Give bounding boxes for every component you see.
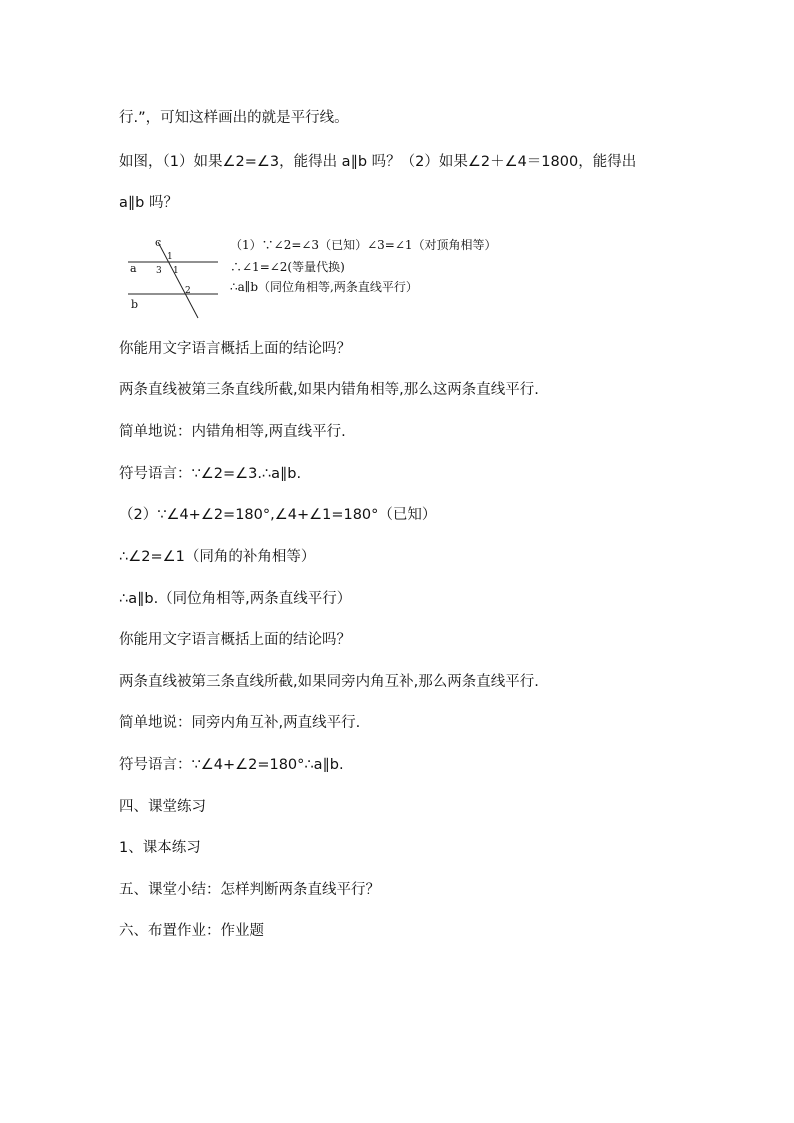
label-c: c: [155, 236, 162, 249]
proof-line-3: ∴a∥b（同位角相等,两条直线平行）: [230, 280, 418, 294]
parallel-lines-diagram: [126, 236, 226, 322]
simple-alternate-interior: 简单地说：内错角相等,两直线平行.: [119, 424, 346, 440]
question-summarize-2: 你能用文字语言概括上面的结论吗？: [119, 632, 351, 648]
geometry-figure: [126, 236, 506, 322]
simple-same-side-interior: 简单地说：同旁内角互补,两直线平行.: [119, 715, 361, 731]
line-c-transversal: [158, 242, 198, 318]
proof-line-1: （1）∵∠2=∠3（已知）∠3=∠1（对顶角相等）: [230, 238, 497, 252]
section-summary-heading: 五、课堂小结：怎样判断两条直线平行？: [119, 882, 380, 898]
label-a: a: [130, 262, 137, 275]
section-practice-heading: 四、课堂练习: [119, 799, 206, 815]
part2-supplement: ∴∠2=∠1（同角的补角相等）: [119, 549, 316, 565]
paragraph-question: 如图，（1）如果∠2=∠3，能得出 a∥b 吗？（2）如果∠2＋∠4＝1800，能得出: [119, 154, 637, 170]
theorem-alternate-interior: 两条直线被第三条直线所截,如果内错角相等,那么这两条直线平行.: [119, 382, 539, 398]
proof-line-2: ∴∠1=∠2(等量代换): [230, 260, 345, 274]
paragraph-intro-end: 行.”，可知这样画出的就是平行线。: [119, 110, 349, 126]
label-b: b: [131, 298, 139, 311]
symbolic-same-side-interior: 符号语言：∵∠4+∠2=180°∴a∥b.: [119, 757, 344, 773]
label-angle2: 2: [185, 286, 191, 296]
label-angle3: 3: [156, 266, 162, 276]
section-homework-heading: 六、布置作业：作业题: [119, 923, 264, 939]
part2-given: （2）∵∠4+∠2=180°,∠4+∠1=180°（已知）: [119, 507, 437, 523]
label-angle1-top: 1: [167, 252, 173, 262]
theorem-same-side-interior: 两条直线被第三条直线所截,如果同旁内角互补,那么两条直线平行.: [119, 674, 539, 690]
paragraph-question-cont: a∥b 吗？: [119, 195, 178, 211]
question-summarize-1: 你能用文字语言概括上面的结论吗？: [119, 341, 351, 357]
label-angle1: 1: [173, 266, 179, 276]
practice-item-1: 1、课本练习: [119, 840, 201, 856]
part2-conclusion: ∴a∥b.（同位角相等,两条直线平行）: [119, 591, 352, 607]
symbolic-alternate-interior: 符号语言：∵∠2=∠3.∴a∥b.: [119, 466, 302, 482]
